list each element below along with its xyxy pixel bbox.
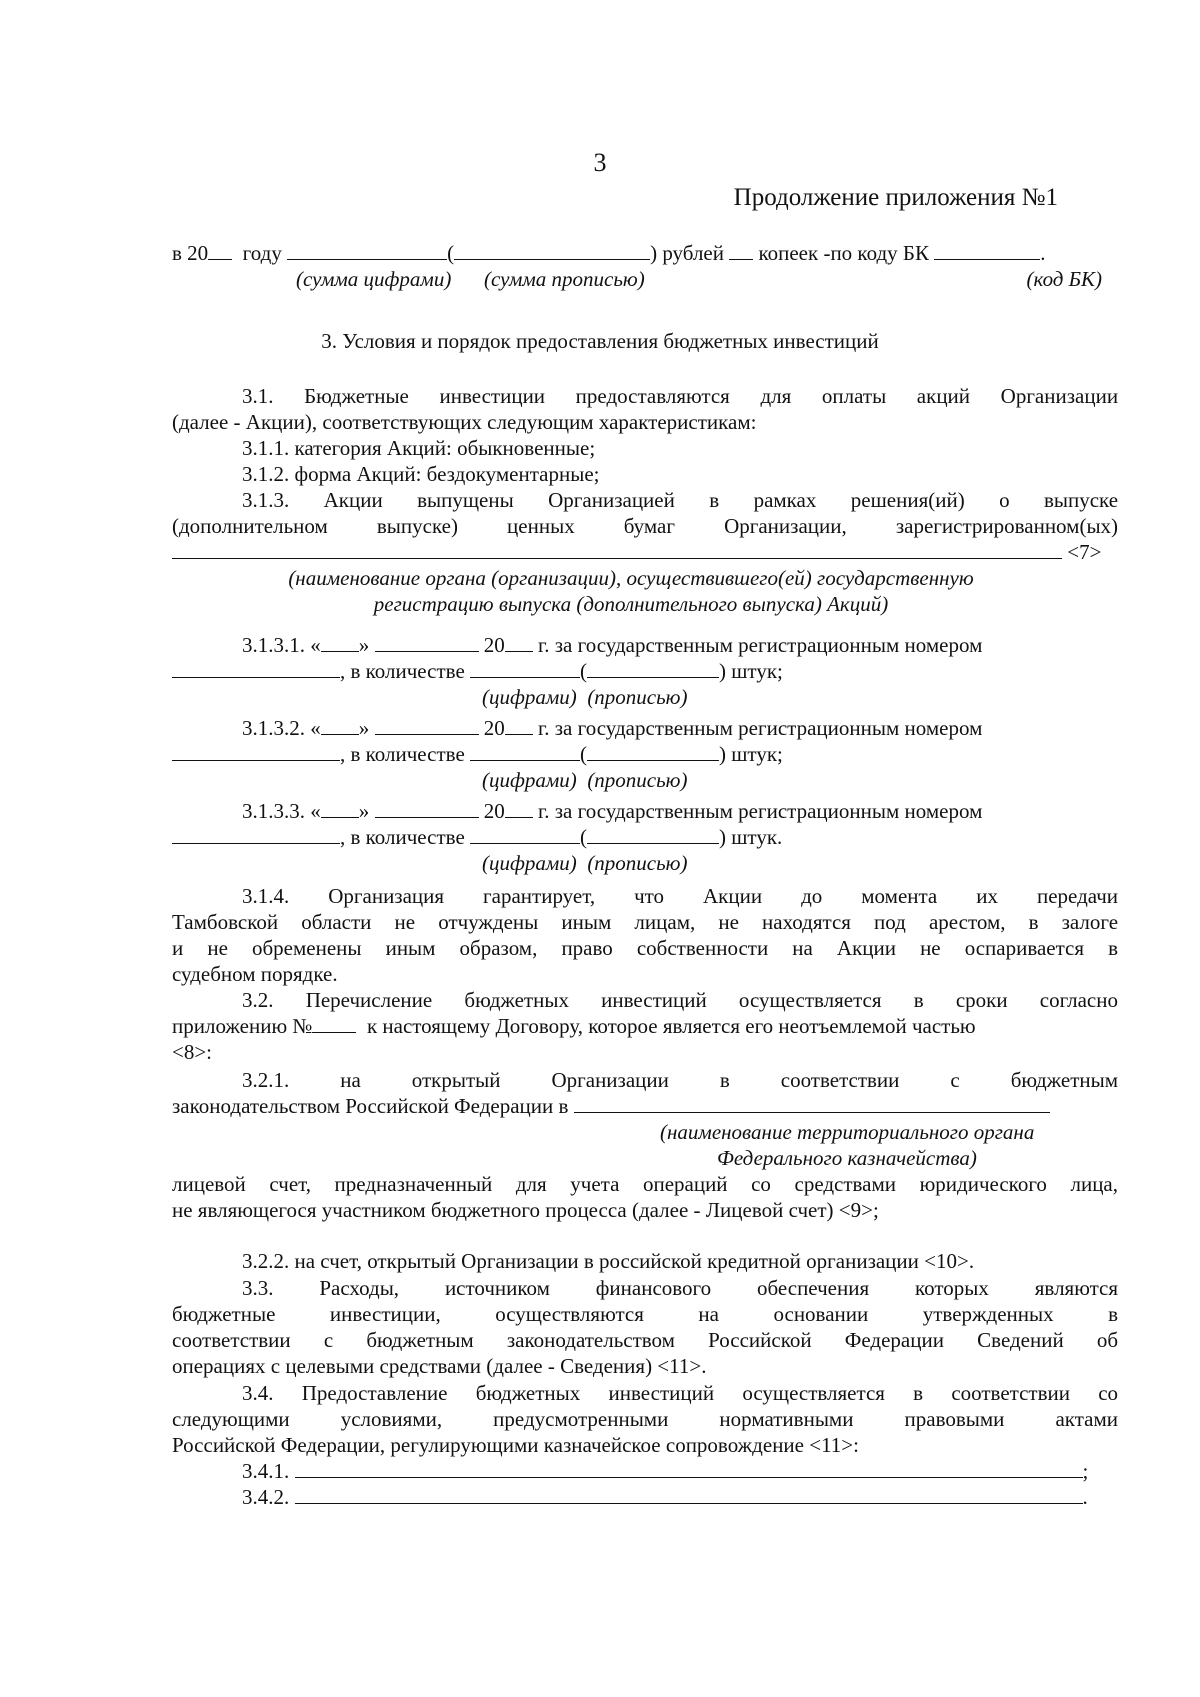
item-number: 3.4.2. [242, 1485, 290, 1509]
word: области [301, 910, 372, 934]
item-number: 3.1.3.3. [242, 799, 305, 823]
condition-blank-2 [295, 1485, 1083, 1504]
word: в [1108, 1302, 1119, 1326]
paragraph-3-1 [172, 383, 1118, 617]
word: 3.1.4. [242, 884, 290, 908]
reg-number-blank [172, 659, 340, 678]
word: на [698, 1302, 719, 1326]
word: бюджетных [475, 1381, 581, 1405]
word: осуществляется [742, 1381, 885, 1405]
day-blank [321, 799, 359, 818]
justified-line [172, 909, 1118, 935]
word: соответствии [780, 1068, 900, 1092]
appendix-number-blank [312, 1014, 356, 1033]
text-line: операциях с целевыми средствами (далее - Сведения) <11>. [172, 1354, 707, 1378]
text-line: не являющегося участником бюджетного процесса (далее - Лицевой счет) <9>; [172, 1198, 879, 1222]
word: Перечисление [305, 988, 433, 1012]
footnote-ref: <7> [1067, 540, 1102, 564]
appendix-title: Продолжение приложения №1 [733, 184, 1058, 211]
year-blank [505, 716, 533, 735]
month-blank [375, 716, 479, 735]
justified-line [172, 1406, 1118, 1432]
text: к настоящему Договору, которое является его неотъемлемой частью [366, 1014, 976, 1038]
paragraph-3-1-4 [172, 883, 1118, 987]
item-number: 3.1.3.1. [242, 633, 305, 657]
text: г. за государственным регистрационным номером [538, 716, 983, 740]
word: Бюджетные [304, 384, 409, 408]
word: бюджетные [172, 1302, 276, 1326]
caption-digits: (цифрами) [482, 768, 577, 792]
word: 3.4. [242, 1381, 274, 1405]
text: ( [580, 659, 588, 683]
text-line: Российской Федерации, регулирующими казначейское сопровождение <11>: [172, 1433, 859, 1457]
word: Акции [323, 488, 383, 512]
reg-number-blank [172, 742, 340, 761]
text: ( [580, 825, 588, 849]
word: сроки [955, 988, 1008, 1012]
word: отчуждены [438, 910, 539, 934]
justified-line [172, 513, 1118, 539]
word: 3.1. [242, 384, 274, 408]
word: акций [916, 384, 971, 408]
text: ) рублей [650, 241, 724, 265]
word: 3.2.1. [242, 1068, 290, 1092]
word: собственности на Акции не оспаривается в [636, 936, 1119, 960]
day-blank [321, 633, 359, 652]
justified-line [172, 987, 1118, 1013]
registration-body-blank [172, 540, 1062, 559]
word: в [719, 1068, 730, 1092]
qty-words-blank [587, 659, 719, 678]
caption-sum-words: (сумма прописью) [484, 267, 645, 291]
text: законодательством Российской Федерации в [172, 1094, 569, 1118]
caption-digits: (цифрами) [482, 685, 577, 709]
word: в [709, 488, 720, 512]
word: нормативными [719, 1407, 854, 1431]
word: об [1096, 1328, 1119, 1352]
text-line: 3.1.2. форма Акций: бездокументарные; [242, 462, 600, 486]
caption-words: (прописью) [587, 768, 688, 792]
quote: « [310, 633, 321, 657]
word: Организация [328, 884, 445, 908]
quote: « [310, 716, 321, 740]
text-line: 3.2.2. на счет, открытый Организации в российской кредитной организации <10>. [242, 1249, 975, 1273]
paragraph-3-2-1 [172, 1067, 1118, 1223]
year-blank [505, 799, 533, 818]
condition-blank-1 [295, 1459, 1083, 1478]
justified-line [172, 1301, 1118, 1327]
text: г. за государственным регистрационным номером [538, 799, 983, 823]
quote: » [358, 716, 370, 740]
sum-digits-blank [287, 241, 447, 260]
sum-words-blank [454, 241, 650, 260]
paragraph-3-4 [172, 1380, 1118, 1510]
treasury-body-blank [574, 1094, 1050, 1113]
word: до [801, 884, 823, 908]
caption-words: (прописью) [587, 685, 688, 709]
caption-words: (прописью) [587, 851, 688, 875]
justified-line [172, 1380, 1118, 1406]
word: на [340, 1068, 361, 1092]
word: бюджетных [464, 988, 569, 1012]
justified-line [172, 383, 1118, 409]
text: , в количестве [340, 825, 465, 849]
word: инвестиций [601, 988, 707, 1012]
caption-digits: (цифрами) [482, 851, 577, 875]
text: , в количестве [340, 742, 465, 766]
word: с [323, 1328, 334, 1352]
word: правовыми [904, 1407, 1005, 1431]
word: источником [444, 1276, 550, 1300]
item-number: 3.4.1. [242, 1459, 290, 1483]
word: выпущены [417, 488, 514, 512]
word: Российской [708, 1328, 812, 1352]
word: предусмотренными [493, 1407, 669, 1431]
word: Расходы, [319, 1276, 400, 1300]
word: Организацией [548, 488, 675, 512]
registration-item [172, 632, 1118, 710]
word: выпуске) [376, 514, 458, 538]
word: Сведений [977, 1328, 1064, 1352]
year-prefix: 20 [483, 716, 505, 740]
text: ( [580, 742, 588, 766]
word: бюджетным [1010, 1068, 1119, 1092]
word: образом, [459, 936, 538, 960]
month-blank [375, 633, 479, 652]
word: открытый [411, 1068, 501, 1092]
word: Тамбовской [172, 910, 279, 934]
text: ) штук; [719, 742, 783, 766]
word: решения(ий) о выпуске [850, 488, 1119, 512]
caption: (наименование территориального органа [660, 1120, 1035, 1144]
word: осуществляется [738, 988, 882, 1012]
word: утвержденных [922, 1302, 1054, 1326]
sum-line [172, 240, 1118, 292]
word: для [760, 384, 792, 408]
word: право [561, 936, 613, 960]
word: гарантирует, [483, 884, 596, 908]
caption: (наименование органа (организации), осуществившего(ей) государственную [288, 566, 974, 590]
registration-item [172, 798, 1118, 876]
caption-bk-code: (код БК) [1026, 267, 1102, 291]
word: предоставляются [575, 384, 730, 408]
word: в [913, 988, 924, 1012]
word: осуществляются [495, 1302, 644, 1326]
caption-sum-digits: (сумма цифрами) [296, 267, 452, 291]
word: 3.1.3. [242, 488, 290, 512]
justified-line [172, 487, 1118, 513]
year-blank [208, 241, 232, 260]
word: обременены [251, 936, 362, 960]
text-line: (далее - Акции), соответствующих следующим характеристикам: [172, 410, 757, 434]
text: году [242, 241, 282, 265]
quote: « [310, 799, 321, 823]
justified-line [172, 1067, 1118, 1093]
text: ; [1082, 1459, 1089, 1483]
justified-line [172, 883, 1118, 909]
word: зарегистрированном(ых) [895, 514, 1119, 538]
word: актами [1055, 1407, 1119, 1431]
caption: регистрацию выпуска (дополнительного выпуска) Акций) [373, 592, 889, 616]
word: иным [561, 910, 612, 934]
bk-code-blank [934, 241, 1040, 260]
justified-line [172, 935, 1118, 961]
qty-digits-blank [470, 742, 580, 761]
paragraph-3-2-2 [172, 1248, 1118, 1274]
word: соответствии [172, 1328, 291, 1352]
text: г. за государственным регистрационным номером [538, 633, 983, 657]
justified-line [172, 1327, 1118, 1353]
paragraph-3-3 [172, 1275, 1118, 1379]
word: инвестиции [439, 384, 546, 408]
word: лицам, не находятся под арестом, в залоге [634, 910, 1119, 934]
word: Акции [703, 884, 763, 908]
text: . [1082, 1485, 1088, 1509]
justified-line [172, 1171, 1118, 1197]
kopeks-blank [729, 241, 753, 260]
text-line: судебном порядке. [172, 962, 338, 986]
word: Организации [551, 1068, 669, 1092]
word: Предоставление [301, 1381, 448, 1405]
word: инвестиций [608, 1381, 715, 1405]
qty-digits-blank [470, 659, 580, 678]
word: оплаты [821, 384, 887, 408]
word: Федерации [844, 1328, 944, 1352]
text: ) штук. [719, 825, 783, 849]
year-blank [505, 633, 533, 652]
page-number: 3 [593, 148, 607, 177]
word: 3.2. [242, 988, 274, 1012]
qty-words-blank [587, 742, 719, 761]
month-blank [375, 799, 479, 818]
text: ) штук; [719, 659, 783, 683]
word: и [172, 936, 184, 960]
word: законодательством [506, 1328, 675, 1352]
word: бюджетным [366, 1328, 474, 1352]
text: ( [447, 241, 455, 265]
word: (дополнительном [172, 514, 328, 538]
registration-item [172, 715, 1118, 793]
reg-number-blank [172, 825, 340, 844]
word: в [913, 1381, 924, 1405]
qty-words-blank [587, 825, 719, 844]
word: что [634, 884, 665, 908]
section-heading: 3. Условия и порядок предоставления бюджетных инвестиций [321, 329, 879, 353]
word: с [950, 1068, 960, 1092]
word: инвестиции, [329, 1302, 441, 1326]
word: условиями, [340, 1407, 443, 1431]
paragraph-3-2 [172, 987, 1118, 1065]
text: копеек -по коду БК [758, 241, 929, 265]
qty-digits-blank [470, 825, 580, 844]
word: ценных [507, 514, 575, 538]
word: которых [915, 1276, 989, 1300]
item-number: 3.1.3.2. [242, 716, 305, 740]
year-prefix: 20 [483, 799, 505, 823]
word: не [207, 936, 228, 960]
word: не [394, 910, 416, 934]
word: 3.3. [242, 1276, 274, 1300]
text: , в количестве [340, 659, 465, 683]
word: являются [1034, 1276, 1119, 1300]
quote: » [358, 799, 370, 823]
word: согласно [1039, 988, 1118, 1012]
year-prefix: 20 [483, 633, 505, 657]
word: их передачи [976, 884, 1119, 908]
text-line: 3.1.1. категория Акций: обыкновенные; [242, 436, 596, 460]
registration-items [172, 632, 1118, 876]
word: бумаг [623, 514, 675, 538]
day-blank [321, 716, 359, 735]
text: . [1040, 241, 1046, 265]
word: финансового [595, 1276, 712, 1300]
word: основании [773, 1302, 869, 1326]
justified-line [172, 1275, 1118, 1301]
text: в 20 [172, 241, 209, 265]
caption: Федерального казначейства) [717, 1146, 977, 1170]
word: соответствии [951, 1381, 1070, 1405]
word: следующими [172, 1407, 290, 1431]
word: Организации [1000, 384, 1119, 408]
word: со [1098, 1381, 1119, 1405]
quote: » [358, 633, 370, 657]
word: рамках [753, 488, 817, 512]
word: момента [861, 884, 938, 908]
text: приложению № [172, 1014, 313, 1038]
footnote-ref: <8>: [172, 1040, 213, 1064]
word: Организации, [724, 514, 847, 538]
word: лицевой счет, предназначенный для учета операций со средствами юридического лица, [172, 1172, 1118, 1196]
word: обеспечения [757, 1276, 870, 1300]
word: иным [385, 936, 436, 960]
